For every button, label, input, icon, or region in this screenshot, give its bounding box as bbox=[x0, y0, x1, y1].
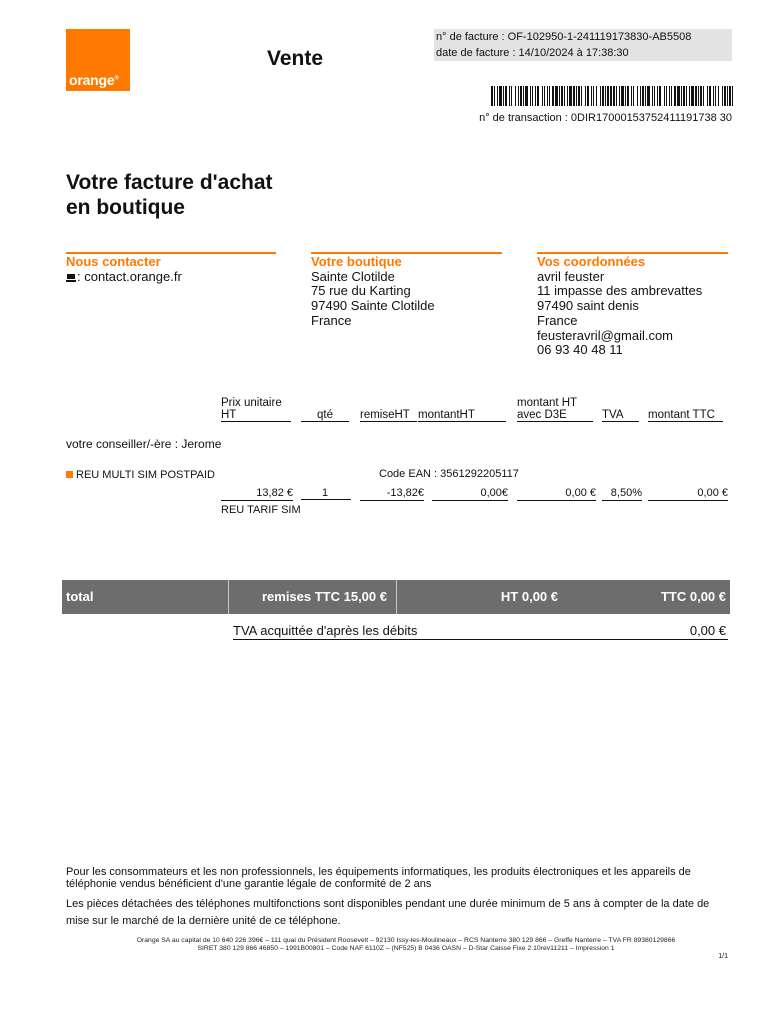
barcode-bar bbox=[561, 86, 563, 106]
total-remises: remises TTC 15,00 € bbox=[261, 589, 387, 604]
document-type: Vente bbox=[267, 47, 324, 70]
item-name: REU MULTI SIM POSTPAID bbox=[66, 469, 215, 481]
barcode-bar bbox=[559, 86, 560, 106]
barcode-bar bbox=[683, 86, 685, 106]
barcode-bar bbox=[576, 86, 577, 106]
barcode-bar bbox=[518, 86, 519, 106]
barcode-icon bbox=[491, 86, 733, 106]
barcode-bar bbox=[645, 86, 646, 106]
barcode-bar bbox=[573, 86, 575, 106]
barcode-bar bbox=[537, 86, 539, 106]
item-ttc: 0,00 € bbox=[648, 487, 728, 501]
barcode-bar bbox=[591, 86, 592, 106]
barcode-bar bbox=[530, 86, 531, 106]
advisor: votre conseiller/-ère : Jerome bbox=[66, 437, 222, 451]
logo-text: orange® bbox=[69, 72, 119, 88]
barcode-bar bbox=[647, 86, 650, 106]
barcode-bar bbox=[727, 86, 728, 106]
barcode-bar bbox=[607, 86, 609, 106]
item-sub: REU TARIF SIM bbox=[221, 504, 301, 516]
item-remise: -13,82€ bbox=[360, 487, 424, 501]
barcode-bar bbox=[564, 86, 565, 106]
tva-label: TVA acquittée d'après les débits bbox=[233, 623, 418, 638]
item-ean: Code EAN : 3561292205117 bbox=[379, 468, 519, 480]
barcode-bar bbox=[509, 86, 510, 106]
barcode-bar bbox=[602, 86, 604, 106]
total-label: total bbox=[66, 589, 94, 604]
barcode-bar bbox=[605, 86, 606, 106]
barcode-bar bbox=[625, 86, 626, 106]
divider bbox=[396, 580, 397, 614]
barcode-bar bbox=[578, 86, 580, 106]
contact-line: : contact.orange.fr bbox=[66, 270, 276, 285]
header-remise: remiseHT bbox=[360, 409, 417, 422]
barcode-bar bbox=[637, 86, 638, 106]
page-title: Votre facture d'achat en boutique bbox=[66, 171, 273, 219]
barcode-bar bbox=[674, 86, 676, 106]
customer-section: Vos coordonnées avril feuster 11 impasse des ambrevattes 97490 saint denis France feusteravril@gmail.com 06 93 40 48 11 bbox=[537, 252, 728, 358]
barcode-bar bbox=[627, 86, 629, 106]
contact-heading: Nous contacter bbox=[66, 254, 161, 269]
barcode-bar bbox=[581, 86, 582, 106]
barcode-bar bbox=[686, 86, 687, 106]
barcode-bar bbox=[613, 86, 615, 106]
transaction-number: n° de transaction : 0DIR17000153752411191738 30 bbox=[479, 112, 732, 124]
barcode-bar bbox=[569, 86, 572, 106]
barcode-bar bbox=[689, 86, 690, 106]
barcode-bar bbox=[732, 86, 733, 106]
barcode-bar bbox=[669, 86, 670, 106]
barcode-bar bbox=[596, 86, 597, 106]
orange-logo bbox=[66, 29, 130, 91]
tva-line bbox=[233, 623, 728, 640]
barcode-bar bbox=[511, 86, 512, 106]
barcode-bar bbox=[503, 86, 504, 106]
item-tva: 8,50% bbox=[602, 487, 642, 501]
barcode-bar bbox=[585, 86, 586, 106]
spare-parts-notice: Les pièces détachées des téléphones multifonctions sont disponibles pendant une durée minimum de 5 ans à compter de la date de mise sur le marché de la dernière unité de ce téléphone. bbox=[66, 898, 710, 927]
header-d3e: montant HT avec D3E bbox=[517, 397, 593, 422]
barcode-bar bbox=[520, 86, 522, 106]
total-bar bbox=[62, 580, 730, 614]
barcode-bar bbox=[709, 86, 711, 106]
barcode-bar bbox=[542, 86, 543, 106]
barcode-bar bbox=[567, 86, 568, 106]
barcode-bar bbox=[552, 86, 554, 106]
barcode-bar bbox=[610, 86, 612, 106]
invoice-info-box bbox=[434, 29, 732, 61]
barcode-bar bbox=[703, 86, 704, 106]
barcode-bar bbox=[505, 86, 507, 106]
barcode-bar bbox=[652, 86, 653, 106]
barcode-bar bbox=[707, 86, 708, 106]
invoice-number: n° de facture : OF-102950-1-241119173830-AB5508 bbox=[436, 31, 692, 43]
barcode-bar bbox=[691, 86, 694, 106]
barcode-bar bbox=[549, 86, 550, 106]
barcode-bar bbox=[555, 86, 558, 106]
barcode-bar bbox=[657, 86, 658, 106]
header-prix: Prix unitaire HT bbox=[221, 397, 291, 422]
header-tva: TVA bbox=[602, 409, 639, 422]
warranty-notice: Pour les consommateurs et les non professionnels, les équipements informatiques, les produits électroniques et les appareils de téléphonie vendus bénéficient d'une garantie légale de conformité de 2 ans bbox=[66, 866, 691, 890]
barcode-bar bbox=[631, 86, 632, 106]
barcode-bar bbox=[671, 86, 672, 106]
barcode-bar bbox=[724, 86, 726, 106]
shop-section: Votre boutique Sainte Clotilde 75 rue du Karting 97490 Sainte Clotilde France bbox=[311, 252, 502, 329]
tva-value: 0,00 € bbox=[689, 623, 726, 638]
barcode-bar bbox=[494, 86, 495, 106]
barcode-bar bbox=[713, 86, 714, 106]
header-ttc: montant TTC bbox=[648, 409, 723, 422]
barcode-bar bbox=[619, 86, 620, 106]
barcode-bar bbox=[718, 86, 719, 106]
barcode-bar bbox=[654, 86, 655, 106]
barcode-bar bbox=[664, 86, 665, 106]
barcode-bar bbox=[499, 86, 502, 106]
bullet-square-icon bbox=[66, 471, 73, 478]
barcode-bar bbox=[491, 86, 493, 106]
laptop-icon bbox=[66, 274, 76, 282]
barcode-bar bbox=[681, 86, 682, 106]
barcode-bar bbox=[695, 86, 697, 106]
item-montant: 0,00€ bbox=[432, 487, 508, 501]
barcode-bar bbox=[497, 86, 498, 106]
barcode-bar bbox=[535, 86, 536, 106]
barcode-bar bbox=[525, 86, 528, 106]
barcode-bar bbox=[715, 86, 716, 106]
barcode-bar bbox=[722, 86, 723, 106]
contact-section bbox=[66, 252, 276, 284]
invoice-date: date de facture : 14/10/2024 à 17:38:30 bbox=[436, 47, 629, 59]
barcode-bar bbox=[659, 86, 661, 106]
barcode-bar bbox=[677, 86, 680, 106]
header-qte: qté bbox=[301, 409, 349, 422]
barcode-bar bbox=[587, 86, 589, 106]
page-number: 1/1 bbox=[718, 953, 728, 960]
divider bbox=[228, 580, 229, 614]
barcode-bar bbox=[544, 86, 545, 106]
item-qte: 1 bbox=[301, 487, 351, 500]
item-prix: 13,82 € bbox=[221, 487, 293, 501]
shop-heading: Votre boutique bbox=[311, 254, 402, 269]
barcode-bar bbox=[523, 86, 524, 106]
legal-mentions: Orange SA au capital de 10 640 226 396€ – 111 quai du Président Roosevelt – 92130 Issy-les-Moulineaux – RCS Nanterre 380 129 866 – Greffe Nanterre – TVA FR 89380129866 SIRET 380 129 866 46850 – 1991B00801 – Code NAF 6110Z – (NF525) B 0436 OASN – D-Star Caisse Fixe 2.10rev11211 – Impression 1 bbox=[136, 937, 676, 952]
barcode-bar bbox=[547, 86, 548, 106]
total-ttc: TTC 0,00 € bbox=[660, 589, 726, 604]
total-ht: HT 0,00 € bbox=[500, 589, 558, 604]
barcode-bar bbox=[616, 86, 617, 106]
barcode-bar bbox=[698, 86, 699, 106]
header-montant: montantHT bbox=[418, 409, 506, 422]
barcode-bar bbox=[532, 86, 533, 106]
barcode-bar bbox=[700, 86, 702, 106]
barcode-bar bbox=[600, 86, 601, 106]
barcode-bar bbox=[666, 86, 667, 106]
barcode-bar bbox=[642, 86, 644, 106]
barcode-bar bbox=[593, 86, 594, 106]
barcode-bar bbox=[633, 86, 634, 106]
customer-heading: Vos coordonnées bbox=[537, 254, 646, 269]
barcode-bar bbox=[621, 86, 624, 106]
item-d3e: 0,00 € bbox=[517, 487, 596, 501]
barcode-bar bbox=[640, 86, 641, 106]
barcode-bar bbox=[729, 86, 731, 106]
barcode-bar bbox=[515, 86, 516, 106]
